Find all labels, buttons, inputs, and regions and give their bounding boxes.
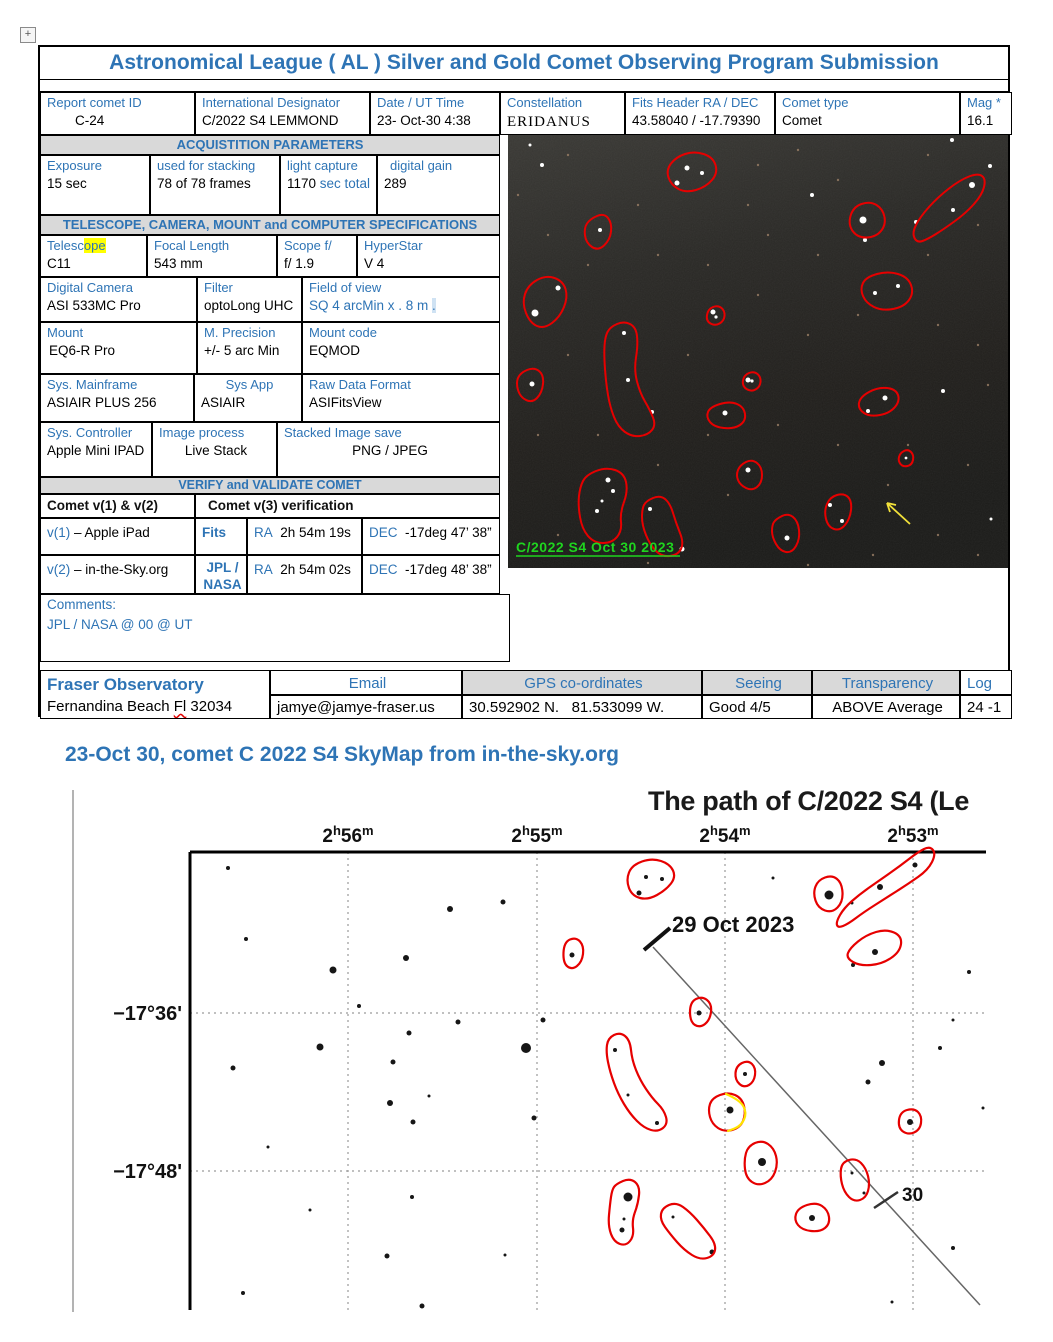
field-fits-ra-dec: Fits Header RA / DEC 43.58040 / -17.79390 <box>625 92 775 135</box>
map-star-dot <box>851 1172 854 1175</box>
faint-star-dot <box>927 154 929 156</box>
map-star-dot <box>637 891 642 896</box>
field-report-comet-id: Report comet ID C-24 <box>40 92 195 135</box>
map-star-dot <box>620 1228 625 1233</box>
map-star-dot <box>727 1107 734 1114</box>
field-raw-data-format: Raw Data Format ASIFitsView <box>302 374 500 422</box>
comet-path-line <box>653 947 980 1305</box>
map-star-dot <box>877 884 883 890</box>
faint-star-dot <box>977 344 979 346</box>
star-dot <box>675 181 680 186</box>
star-dot <box>606 478 611 483</box>
star-dot <box>700 171 704 175</box>
map-star-dot <box>357 1004 361 1008</box>
email-label-cell: Email <box>270 670 462 695</box>
skymap-title: The path of C/2022 S4 (Le <box>648 786 970 816</box>
map-star-dot <box>403 955 409 961</box>
ra-tick-label: 2$^h$53$^m$ <box>887 823 939 847</box>
field-constellation: Constellation ERIDANUS <box>500 92 625 135</box>
star-dot <box>990 518 993 521</box>
field-light-capture: light capture 1170 sec total <box>280 155 377 215</box>
star-dot <box>711 310 716 315</box>
field-scope-f: Scope f/ f/ 1.9 <box>277 235 357 277</box>
map-star-dot <box>952 1019 955 1022</box>
specs-section-header: TELESCOPE, CAMERA, MOUNT and COMPUTER SPECIFICATIONS <box>40 215 500 235</box>
acquisition-section-header: ACQUISTITION PARAMETERS <box>40 135 500 155</box>
map-star-group-outline <box>609 1180 639 1245</box>
star-dot <box>988 164 992 168</box>
verify-v1-source: v(1) – Apple iPad <box>40 518 195 555</box>
field-mag: Mag * 16.1 <box>960 92 1012 135</box>
star-dot <box>529 144 532 147</box>
star-dot <box>828 503 832 507</box>
transparency-value-cell: ABOVE Average <box>812 695 960 719</box>
map-star-dot <box>825 891 834 900</box>
field-sys-app: Sys App ASIAIR <box>194 374 302 422</box>
map-star-dot <box>309 1209 312 1212</box>
star-dot <box>866 409 870 413</box>
faint-star-dot <box>707 434 709 436</box>
map-star-dot <box>330 967 337 974</box>
map-star-dot <box>501 900 506 905</box>
map-star-dot <box>627 1094 630 1097</box>
star-dot <box>873 291 877 295</box>
map-star-dot <box>241 1291 245 1295</box>
star-dot <box>863 238 867 242</box>
verify-row2-ra: RA 2h 54m 02s <box>247 555 362 594</box>
map-star-dot <box>624 1193 633 1202</box>
verify-row1-dec: DEC -17deg 47’ 38” <box>362 518 500 555</box>
star-dot <box>532 310 539 317</box>
map-star-dot <box>226 866 230 870</box>
map-star-dot <box>428 1095 431 1098</box>
seeing-value-cell: Good 4/5 <box>702 695 812 719</box>
map-star-dot <box>391 1060 396 1065</box>
map-star-dot <box>907 1119 913 1125</box>
map-star-group-outline <box>841 1159 869 1200</box>
faint-star-dot <box>872 554 874 556</box>
star-dot <box>685 166 690 171</box>
map-star-dot <box>613 1048 617 1052</box>
faint-star-dot <box>857 314 859 316</box>
verify-col1-header: Comet v(1) & v(2) <box>40 494 195 518</box>
verify-row1-ra: RA 2h 54m 19s <box>247 518 362 555</box>
faint-star-dot <box>647 562 649 564</box>
field-telescope: Telescope C11 <box>40 235 147 277</box>
ra-tick-label: 2$^h$56$^m$ <box>322 823 374 847</box>
transparency-label-cell: Transparency <box>812 670 960 695</box>
star-dot <box>622 331 626 335</box>
star-dot <box>530 382 535 387</box>
skymap-section-title: 23-Oct 30, comet C 2022 S4 SkyMap from in-the-sky.org <box>65 743 619 766</box>
map-star-dot <box>385 1254 390 1259</box>
seeing-label-cell: Seeing <box>702 670 812 695</box>
faint-star-dot <box>907 444 909 446</box>
faint-star-dot <box>887 484 889 486</box>
faint-star-dot <box>707 264 709 266</box>
star-dot <box>896 284 900 288</box>
log-label-cell: Log <box>960 670 1012 695</box>
field-focal-length: Focal Length 543 mm <box>147 235 277 277</box>
ra-tick-label: 2$^h$55$^m$ <box>511 823 563 847</box>
date-label-30: 30 <box>902 1185 924 1206</box>
map-star-dot <box>982 1107 985 1110</box>
map-star-dot <box>317 1044 324 1051</box>
date-tick-30 <box>874 1192 898 1208</box>
map-star-dot <box>407 1031 412 1036</box>
faint-star-dot <box>657 464 659 466</box>
faint-star-dot <box>587 264 589 266</box>
map-star-dot <box>913 863 918 868</box>
map-star-dot <box>387 1100 393 1106</box>
map-star-dot <box>951 1246 955 1250</box>
field-mount: Mount EQ6-R Pro <box>40 322 197 374</box>
map-star-dot <box>879 1060 885 1066</box>
faint-star-dot <box>927 254 929 256</box>
map-star-group-outline <box>661 1204 715 1259</box>
map-star-group-outline <box>837 848 934 927</box>
map-star-dot <box>743 1072 747 1076</box>
map-star-dot <box>660 877 664 881</box>
star-dot <box>950 138 954 142</box>
faint-star-dot <box>567 154 569 156</box>
faint-star-dot <box>937 324 939 326</box>
faint-star-dot <box>557 534 559 536</box>
map-star-dot <box>532 1116 537 1121</box>
field-hyperstar: HyperStar V 4 <box>357 235 500 277</box>
faint-star-dot <box>537 434 539 436</box>
comet-photo <box>508 135 1008 568</box>
field-date-ut-time: Date / UT Time 23- Oct-30 4:38 <box>370 92 500 135</box>
field-stacked-image-save: Stacked Image save PNG / JPEG <box>277 422 500 477</box>
faint-star-dot <box>757 164 759 166</box>
observatory-cell: Fraser Observatory Fernandina Beach Fl 32034 <box>40 670 270 719</box>
map-star-group-outline <box>628 860 675 899</box>
star-dot <box>648 507 652 511</box>
star-dot <box>905 457 908 460</box>
star-dot <box>598 228 602 232</box>
gps-label-cell: GPS co-ordinates <box>462 670 702 695</box>
star-dot <box>883 396 888 401</box>
map-star-dot <box>672 1216 675 1219</box>
star-dot <box>626 378 630 382</box>
field-digital-gain: digital gain 289 <box>377 155 500 215</box>
observatory-address: Fernandina Beach Fl 32034 <box>47 698 233 715</box>
star-dot <box>714 315 717 318</box>
map-star-dot <box>504 1254 507 1257</box>
gps-value-cell: 30.592902 N. 81.533099 W. <box>462 695 702 719</box>
field-international-designator: International Designator C/2022 S4 LEMMOND <box>195 92 370 135</box>
map-star-dot <box>938 1046 942 1050</box>
faint-star-dot <box>977 554 979 556</box>
field-comet-type: Comet type Comet <box>775 92 960 135</box>
star-dot <box>556 286 561 291</box>
date-tick-29 <box>644 928 670 950</box>
star-dot <box>810 193 814 197</box>
ra-tick-label: 2$^h$54$^m$ <box>699 823 751 847</box>
star-dot <box>941 389 945 393</box>
map-star-dot <box>655 1121 659 1125</box>
faint-star-dot <box>967 464 969 466</box>
map-star-dot <box>244 937 248 941</box>
faint-star-dot <box>837 444 839 446</box>
map-star-dot <box>420 1304 425 1309</box>
faint-star-dot <box>567 354 569 356</box>
email-value-cell: jamye@jamye-fraser.us <box>270 695 462 719</box>
star-dot <box>860 217 867 224</box>
form-title: Astronomical League ( AL ) Silver and Gold Comet Observing Program Submission <box>40 47 1008 80</box>
map-star-dot <box>758 1158 766 1166</box>
star-dot <box>611 489 615 493</box>
field-image-process: Image process Live Stack <box>152 422 277 477</box>
star-dot <box>840 519 844 523</box>
map-star-dot <box>411 1120 416 1125</box>
map-star-dot <box>456 1020 461 1025</box>
star-dot <box>746 378 751 383</box>
faint-star-dot <box>547 234 549 236</box>
verify-row2-dec: DEC -17deg 48’ 38” <box>362 555 500 594</box>
faint-star-dot <box>987 384 989 386</box>
faint-star-dot <box>797 149 799 151</box>
map-star-dot <box>410 1195 414 1199</box>
map-star-dot <box>623 1218 626 1221</box>
map-star-dot <box>866 1080 871 1085</box>
field-mount-code: Mount code EQMOD <box>302 322 500 374</box>
star-dot <box>723 411 728 416</box>
map-star-dot <box>809 1215 815 1221</box>
star-dot <box>951 208 955 212</box>
star-dot <box>969 182 975 188</box>
table-move-handle[interactable] <box>20 27 36 43</box>
verify-row1-source: Fits <box>195 518 247 555</box>
map-star-dot <box>697 1011 702 1016</box>
field-sys-controller: Sys. Controller Apple Mini IPAD <box>40 422 152 477</box>
verify-col2-header: Comet v(3) verification <box>195 494 500 518</box>
verify-row2-source: JPL / NASA <box>195 555 247 594</box>
faint-star-dot <box>727 494 729 496</box>
field-digital-camera: Digital Camera ASI 533MC Pro <box>40 277 197 322</box>
verify-section-header: VERIFY and VALIDATE COMET <box>40 477 500 494</box>
field-m-precision: M. Precision +/- 5 arc Min <box>197 322 302 374</box>
map-star-dot <box>521 1043 531 1053</box>
faint-star-dot <box>757 294 759 296</box>
faint-star-dot <box>837 179 839 181</box>
map-star-group-outline <box>848 931 902 966</box>
star-dot <box>540 163 544 167</box>
comments-box: Comments: JPL / NASA @ 00 @ UT <box>40 594 510 662</box>
photo-noise <box>508 135 1008 568</box>
faint-star-dot <box>767 234 769 236</box>
star-dot <box>595 509 599 513</box>
photo-caption: C/2022 S4 Oct 30 2023 <box>516 539 675 555</box>
map-star-dot <box>872 949 878 955</box>
faint-star-dot <box>597 434 599 436</box>
map-star-dot <box>231 1066 236 1071</box>
map-star-dot <box>644 875 648 879</box>
dec-tick-label: −17°36' <box>113 1003 182 1025</box>
field-filter: Filter optoLong UHC <box>197 277 302 322</box>
map-star-dot <box>447 906 453 912</box>
star-dot <box>750 379 753 382</box>
faint-star-dot <box>657 254 659 256</box>
faint-star-dot <box>807 334 809 336</box>
faint-star-dot <box>937 534 939 536</box>
spacer-row <box>40 80 1008 92</box>
faint-star-dot <box>517 194 519 196</box>
field-sys-mainframe: Sys. Mainframe ASIAIR PLUS 256 <box>40 374 194 422</box>
faint-star-dot <box>687 354 689 356</box>
faint-star-dot <box>637 204 639 206</box>
verify-v2-source: v(2) – in-the-Sky.org <box>40 555 195 594</box>
field-field-of-view: Field of view SQ 4 arcMin x . 8 m . <box>302 277 500 322</box>
map-star-dot <box>967 970 971 974</box>
faint-star-dot <box>747 204 749 206</box>
map-star-dot <box>891 1301 894 1304</box>
move-icon: + <box>24 28 32 40</box>
field-exposure: Exposure 15 sec <box>40 155 150 215</box>
map-star-dot <box>772 877 775 880</box>
date-label-29: 29 Oct 2023 <box>672 912 795 937</box>
field-stacking: used for stacking 78 of 78 frames <box>150 155 280 215</box>
star-dot <box>746 468 751 473</box>
map-star-dot <box>541 1018 546 1023</box>
skymap-chart <box>60 780 1053 1342</box>
map-star-dot <box>267 1146 270 1149</box>
dec-tick-label: −17°48' <box>113 1161 182 1183</box>
map-star-dot <box>570 953 575 958</box>
star-dot <box>785 536 790 541</box>
map-star-dot <box>863 1192 866 1195</box>
faint-star-dot <box>977 224 979 226</box>
log-value-cell: 24 -1 <box>960 695 1012 719</box>
faint-star-dot <box>817 254 819 256</box>
faint-star-dot <box>807 564 809 566</box>
star-dot <box>601 500 604 503</box>
faint-star-dot <box>777 424 779 426</box>
